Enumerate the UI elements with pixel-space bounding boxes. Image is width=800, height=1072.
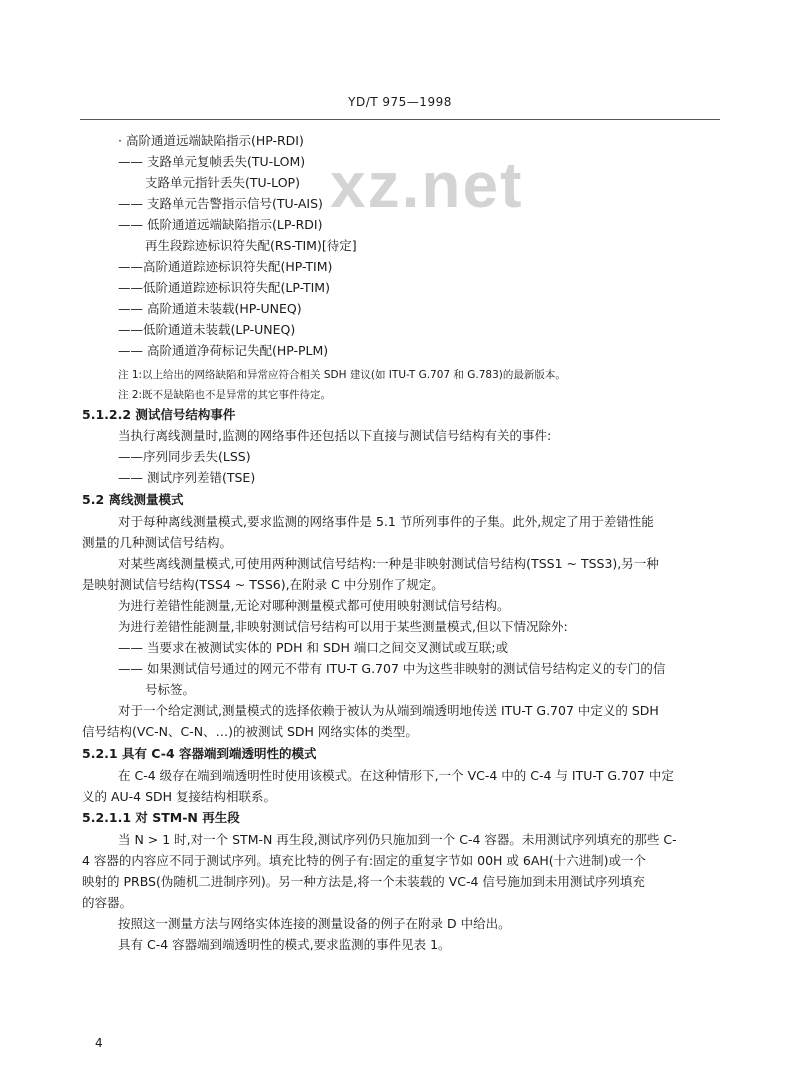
list-item: —— 测试序列差错(TSE): [118, 470, 256, 485]
list-item: ——低阶通道未装载(LP-UNEQ): [118, 322, 296, 337]
watermark: xz.net: [330, 149, 524, 221]
paragraph-line: 测量的几种测试信号结构。: [82, 535, 233, 550]
list-item: 支路单元指针丢失(TU-LOP): [145, 175, 300, 190]
paragraph-line: 对于一个给定测试,测量模式的选择依赖于被认为从端到端透明地传送 ITU-T G.707 中定义的 SDH: [118, 703, 659, 718]
paragraph-line: 按照这一测量方法与网络实体连接的测量设备的例子在附录 D 中给出。: [118, 916, 511, 931]
page-number: 4: [95, 1036, 103, 1050]
paragraph-line: 在 C-4 级存在端到端透明性时使用该模式。在这种情形下,一个 VC-4 中的 C-4 与 ITU-T G.707 中定: [118, 768, 674, 783]
paragraph-line: 的容器。: [82, 895, 133, 910]
list-item: ——序列同步丢失(LSS): [118, 449, 251, 464]
page-header: YD/T 975—1998: [348, 95, 452, 109]
paragraph-line: 具有 C-4 容器端到端透明性的模式,要求监测的事件见表 1。: [118, 937, 451, 952]
paragraph-line: 是映射测试信号结构(TSS4 ~ TSS6),在附录 C 中分别作了规定。: [82, 577, 444, 592]
list-item: ——低阶通道踪迹标识符失配(LP-TIM): [118, 280, 330, 295]
paragraph-line: 为进行差错性能测量,无论对哪种测量模式都可使用映射测试信号结构。: [118, 598, 510, 613]
list-item: —— 当要求在被测试实体的 PDH 和 SDH 端口之间交叉测试或互联;或: [118, 640, 509, 655]
section-heading: 5.2.1.1 对 STM-N 再生段: [82, 810, 240, 825]
note: 注 1:以上给出的网络缺陷和异常应符合相关 SDH 建议(如 ITU-T G.707 和 G.783)的最新版本。: [118, 369, 566, 381]
header-rule: [80, 119, 720, 120]
list-item: —— 高阶通道净荷标记失配(HP-PLM): [118, 343, 329, 358]
list-item: · 高阶通道远端缺陷指示(HP-RDI): [118, 133, 304, 148]
section-heading: 5.2.1 具有 C-4 容器端到端透明性的模式: [82, 746, 317, 761]
paragraph-line: 当 N > 1 时,对一个 STM-N 再生段,测试序列仍只施加到一个 C-4 容器。未用测试序列填充的那些 C-: [118, 832, 677, 847]
paragraph-line: 映射的 PRBS(伪随机二进制序列)。另一种方法是,将一个未装载的 VC-4 信号施加到未用测试序列填充: [82, 874, 645, 889]
paragraph-line: 对某些离线测量模式,可使用两种测试信号结构:一种是非映射测试信号结构(TSS1 ~ TSS3),另一种: [118, 556, 659, 571]
paragraph-line: 信号结构(VC-N、C-N、…)的被测试 SDH 网络实体的类型。: [82, 724, 418, 739]
list-item: —— 低阶通道远端缺陷指示(LP-RDI): [118, 217, 323, 232]
list-item: —— 支路单元复帧丢失(TU-LOM): [118, 154, 306, 169]
paragraph-line: 义的 AU-4 SDH 复接结构相联系。: [82, 789, 277, 804]
note: 注 2:既不是缺陷也不是异常的其它事件待定。: [118, 389, 332, 401]
list-item: —— 如果测试信号通过的网元不带有 ITU-T G.707 中为这些非映射的测试信号结构定义的专门的信: [118, 661, 666, 676]
list-item: —— 支路单元告警指示信号(TU-AIS): [118, 196, 323, 211]
paragraph-line: 当执行离线测量时,监测的网络事件还包括以下直接与测试信号结构有关的事件:: [118, 428, 552, 443]
list-item: 再生段踪迹标识符失配(RS-TIM)[待定]: [145, 238, 357, 253]
section-heading: 5.2 离线测量模式: [82, 492, 184, 507]
section-heading: 5.1.2.2 测试信号结构事件: [82, 407, 236, 422]
paragraph-line: 4 容器的内容应不同于测试序列。填充比特的例子有:固定的重复字节如 00H 或 6AH(十六进制)或一个: [82, 853, 647, 868]
paragraph-line: 对于每种离线测量模式,要求监测的网络事件是 5.1 节所列事件的子集。此外,规定了用于差错性能: [118, 514, 654, 529]
list-item: —— 高阶通道未装载(HP-UNEQ): [118, 301, 302, 316]
list-item-continuation: 号标签。: [145, 682, 196, 697]
list-item: ——高阶通道踪迹标识符失配(HP-TIM): [118, 259, 333, 274]
paragraph-line: 为进行差错性能测量,非映射测试信号结构可以用于某些测量模式,但以下情况除外:: [118, 619, 568, 634]
